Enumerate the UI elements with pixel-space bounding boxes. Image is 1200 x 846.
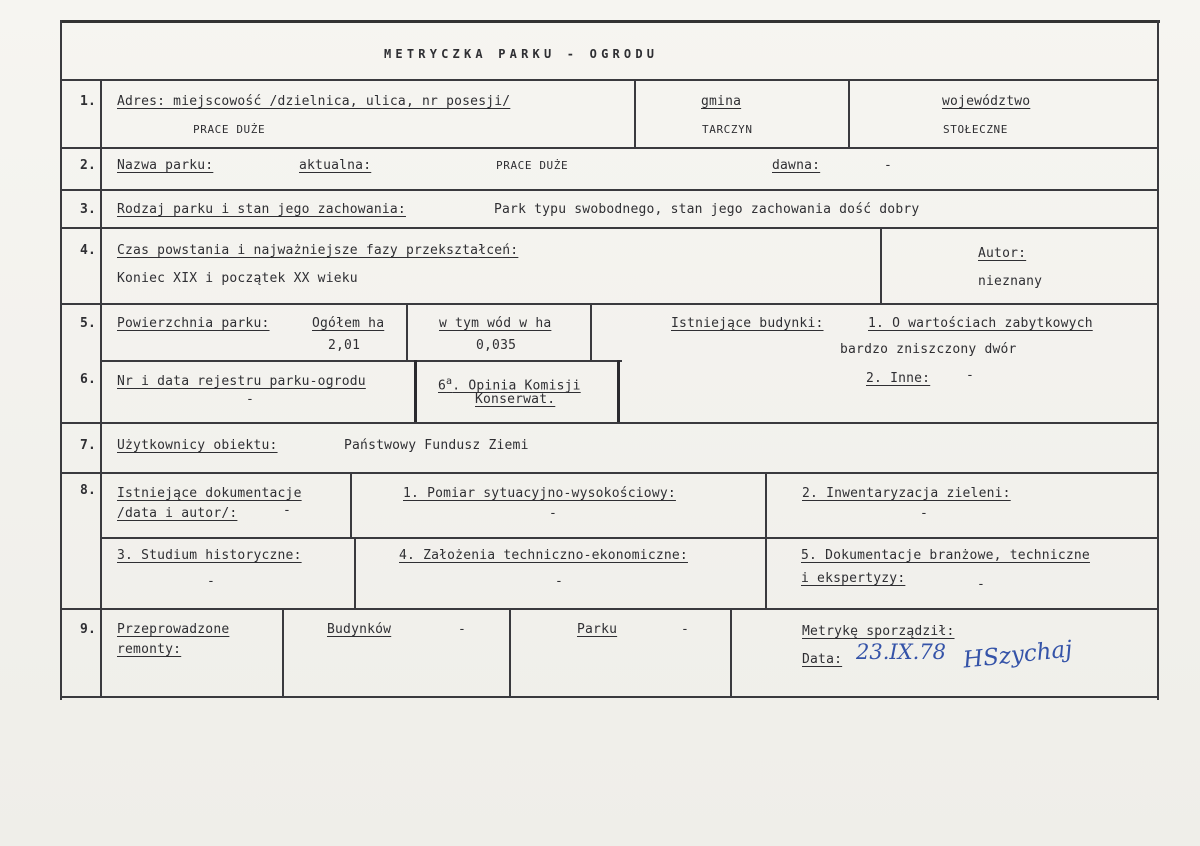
opinion-superscript: a <box>446 376 453 387</box>
opinion-label-text: . Opinia Komisji <box>452 378 581 394</box>
area-label: Powierzchnia parku: <box>117 316 270 331</box>
historic-buildings-value: bardzo zniszczony dwór <box>840 342 1017 357</box>
greenery-inventory-label: 2. Inwentaryzacja zieleni: <box>802 486 1011 501</box>
sector-docs-value: - <box>977 577 986 592</box>
divider-row7 <box>60 472 1159 474</box>
sector-docs-label-line2: i ekspertyzy: <box>801 571 906 586</box>
prepared-by-label: Metrykę sporządził: <box>802 624 955 639</box>
divider-row2 <box>60 189 1159 191</box>
former-name-value: - <box>884 158 893 173</box>
row-number-4: 4. <box>80 243 97 258</box>
divider-row1 <box>60 147 1159 149</box>
voivodeship-value: STOŁECZNE <box>943 123 1009 136</box>
address-value: PRACE DUŻE <box>193 123 266 136</box>
renovations-label-line2: remonty: <box>117 642 182 657</box>
current-name-value: PRACE DUŻE <box>496 159 569 172</box>
row9-divider-a <box>282 608 284 697</box>
date-label: Data: <box>802 652 843 667</box>
gmina-label: gmina <box>701 94 742 109</box>
historic-buildings-label: 1. O wartościach zabytkowych <box>868 316 1093 331</box>
divider-row8 <box>60 608 1159 610</box>
row5-divider-a <box>406 303 408 361</box>
documentation-label-line1: Istniejące dokumentacje <box>117 486 302 501</box>
row8-divider-c <box>354 537 356 609</box>
top-border <box>62 20 1160 23</box>
park-type-value: Park typu swobodnego, stan jego zachowania dość dobry <box>494 202 920 217</box>
row-number-3: 3. <box>80 202 97 217</box>
opinion-number: 6 <box>438 378 447 394</box>
opinion-label-line2: Konserwat. <box>475 392 556 407</box>
bottom-border <box>60 696 1159 698</box>
users-value: Państwowy Fundusz Ziemi <box>344 438 529 453</box>
park-type-label: Rodzaj parku i stan jego zachowania: <box>117 202 406 217</box>
divider-row5 <box>100 360 622 362</box>
row-number-9: 9. <box>80 622 97 637</box>
renovations-buildings-label: Budynków <box>327 622 392 637</box>
handwritten-date: 23.IX.78 <box>856 640 947 664</box>
renovations-label-line1: Przeprowadzone <box>117 622 230 637</box>
outer-left-border <box>60 20 62 700</box>
row-number-7: 7. <box>80 438 97 453</box>
former-name-label: dawna: <box>772 158 821 173</box>
register-label: Nr i data rejestru parku-ogrodu <box>117 374 366 389</box>
documentation-label-line2: /data i autor/: <box>117 506 238 521</box>
row-number-5: 5. <box>80 316 97 331</box>
buildings-label: Istniejące budynki: <box>671 316 824 331</box>
sector-docs-label-line1: 5. Dokumentacje branżowe, techniczne <box>801 548 1090 563</box>
current-name-label: aktualna: <box>299 158 372 173</box>
divider-title <box>60 79 1159 81</box>
row4-divider <box>880 227 882 304</box>
users-label: Użytkownicy obiektu: <box>117 438 278 453</box>
handwritten-signature: HSzychaj <box>961 636 1074 674</box>
origin-value: Koniec XIX i początek XX wieku <box>117 271 358 286</box>
row8-divider-a <box>350 472 352 538</box>
historical-study-label: 3. Studium historyczne: <box>117 548 302 563</box>
row-number-1: 1. <box>80 94 97 109</box>
greenery-inventory-value: - <box>920 506 929 521</box>
row1-divider-b <box>848 79 850 149</box>
row8-divider-b <box>765 472 767 538</box>
card-title: METRYCZKA PARKU - OGRODU <box>384 47 659 61</box>
voivodeship-label: województwo <box>942 94 1031 109</box>
author-value: nieznany <box>978 274 1043 289</box>
row8-divider-d <box>765 537 767 609</box>
divider-row4 <box>60 303 1159 305</box>
divider-row3 <box>60 227 1159 229</box>
renovations-park-value: - <box>681 622 690 637</box>
technical-assumptions-value: - <box>555 574 564 589</box>
origin-label: Czas powstania i najważniejsze fazy przekształceń: <box>117 243 519 258</box>
renovations-park-label: Parku <box>577 622 618 637</box>
opinion-box-left <box>414 360 417 422</box>
park-name-label: Nazwa parku: <box>117 158 214 173</box>
documentation-value: - <box>283 503 292 518</box>
total-area-label: Ogółem ha <box>312 316 385 331</box>
survey-label: 1. Pomiar sytuacyjno-wysokościowy: <box>403 486 676 501</box>
address-label: Adres: miejscowość /dzielnica, ulica, nr posesji/ <box>117 94 511 109</box>
row9-divider-b <box>509 608 511 697</box>
opinion-box-right <box>617 360 620 422</box>
total-area-value: 2,01 <box>328 338 361 353</box>
row9-divider-c <box>730 608 732 697</box>
gmina-value: TARCZYN <box>702 123 753 136</box>
survey-value: - <box>549 506 558 521</box>
divider-row6 <box>60 422 1159 424</box>
row1-divider-a <box>634 79 636 149</box>
register-value: - <box>246 392 255 407</box>
row5-divider-b <box>590 303 592 361</box>
row-number-8: 8. <box>80 483 97 498</box>
water-area-value: 0,035 <box>476 338 517 353</box>
row-number-6: 6. <box>80 372 97 387</box>
author-label: Autor: <box>978 246 1027 261</box>
water-area-label: w tym wód w ha <box>439 316 552 331</box>
historical-study-value: - <box>207 574 216 589</box>
divider-row8-mid <box>100 537 1159 539</box>
outer-right-border <box>1157 20 1159 700</box>
other-buildings-value: - <box>966 368 975 383</box>
row-number-2: 2. <box>80 158 97 173</box>
other-buildings-label: 2. Inne: <box>866 371 931 386</box>
technical-assumptions-label: 4. Założenia techniczno-ekonomiczne: <box>399 548 688 563</box>
renovations-buildings-value: - <box>458 622 467 637</box>
number-column-divider <box>100 79 102 698</box>
